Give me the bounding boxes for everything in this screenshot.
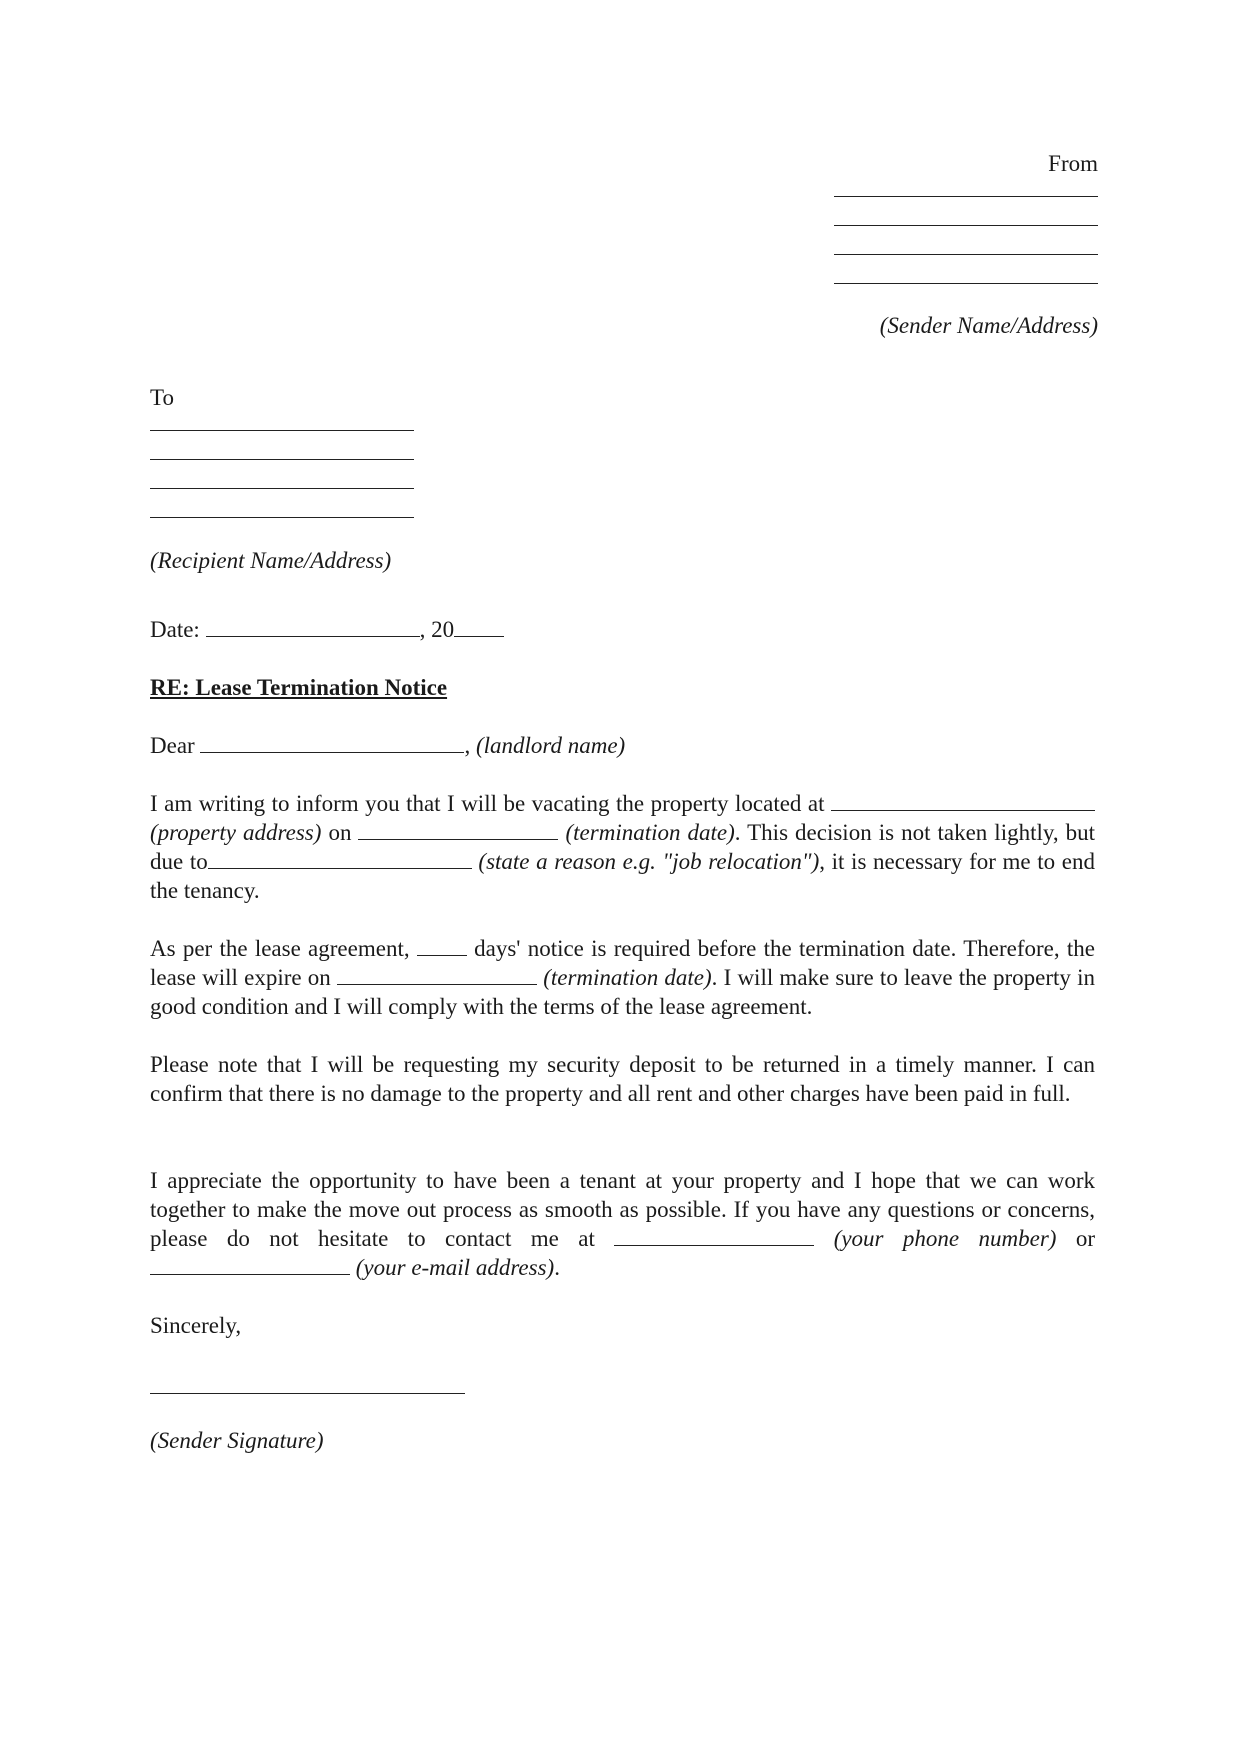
property-address-hint: (property address) [150,820,322,845]
p4-text-1: I appreciate the opportunity to have been a tenant at your property and I hope that we can work together to make the move out process as smooth as possible. If you have any questions or concerns, please do not hesitate to contact me at [150,1168,1095,1251]
from-label: From [1048,151,1098,176]
from-block [798,150,1098,340]
property-address-blank [831,792,1095,811]
recipient-address-fields [150,430,1095,518]
termination-date-blank-2 [337,966,537,985]
to-block [150,383,1095,575]
paragraph-4 [150,1166,1095,1282]
date-label: Date: [150,617,200,642]
p2-text-2: days' notice is required before the termination date. Therefore, the lease will expire on [150,936,1095,990]
p1-text-2: on [328,820,352,845]
subject-line: RE: Lease Termination Notice [150,675,448,700]
signature-caption: (Sender Signature) [150,1428,324,1453]
reason-blank [208,850,472,869]
closing: Sincerely, [150,1313,242,1338]
recipient-line-1 [150,430,414,431]
signature-line [150,1393,465,1394]
termination-date-blank-1 [358,821,558,840]
dear-word: Dear [150,733,195,758]
year-blank [454,618,504,637]
recipient-line-3 [150,488,414,489]
reason-hint: (state a reason e.g. "job relocation") [478,849,820,874]
recipient-line-4 [150,517,414,518]
p4-text-3: . [554,1255,560,1280]
p1-text-3: . This decision is not taken lightly, but due to [150,820,1096,874]
paragraph-3: Please note that I will be requesting my security deposit to be returned in a timely manner. I can confirm that there is no damage to the property and all rent and other charges have been paid in full. [150,1052,1095,1106]
p1-text-4: , it is necessary for me to end the tenancy. [150,849,1096,903]
sender-line-1 [834,196,1098,197]
landlord-name-blank [200,734,464,753]
notice-days-blank [417,937,467,956]
paragraph-1 [150,789,1095,905]
sender-caption: (Sender Name/Address) [879,313,1098,338]
sender-line-4 [834,283,1098,284]
recipient-caption: (Recipient Name/Address) [150,548,392,573]
p2-text-1: As per the lease agreement, [150,936,410,961]
phone-number-blank [614,1227,814,1246]
termination-date-hint-2: (termination date) [543,965,712,990]
landlord-name-hint: (landlord name) [475,733,626,758]
p2-text-3: . I will make sure to leave the property in good condition and I will comply with the terms of the lease agreement. [150,965,1096,1019]
p4-text-2: or [1075,1226,1096,1251]
signature-field [150,1393,1095,1394]
salutation-comma: , [464,733,471,758]
recipient-line-2 [150,459,414,460]
phone-number-hint: (your phone number) [833,1226,1057,1251]
to-label: To [150,385,174,410]
salutation [150,731,1095,760]
email-address-blank [150,1256,350,1275]
sender-line-2 [834,225,1098,226]
paragraph-2 [150,934,1095,1021]
sender-address-fields [798,196,1098,284]
p1-text-1: I am writing to inform you that I will be vacating the property located at [150,791,825,816]
date-blank [206,618,420,637]
termination-date-hint-1: (termination date) [565,820,735,845]
year-prefix: , 20 [419,617,455,642]
date-line [150,615,1095,644]
email-address-hint: (your e-mail address) [355,1255,555,1280]
sender-line-3 [834,254,1098,255]
